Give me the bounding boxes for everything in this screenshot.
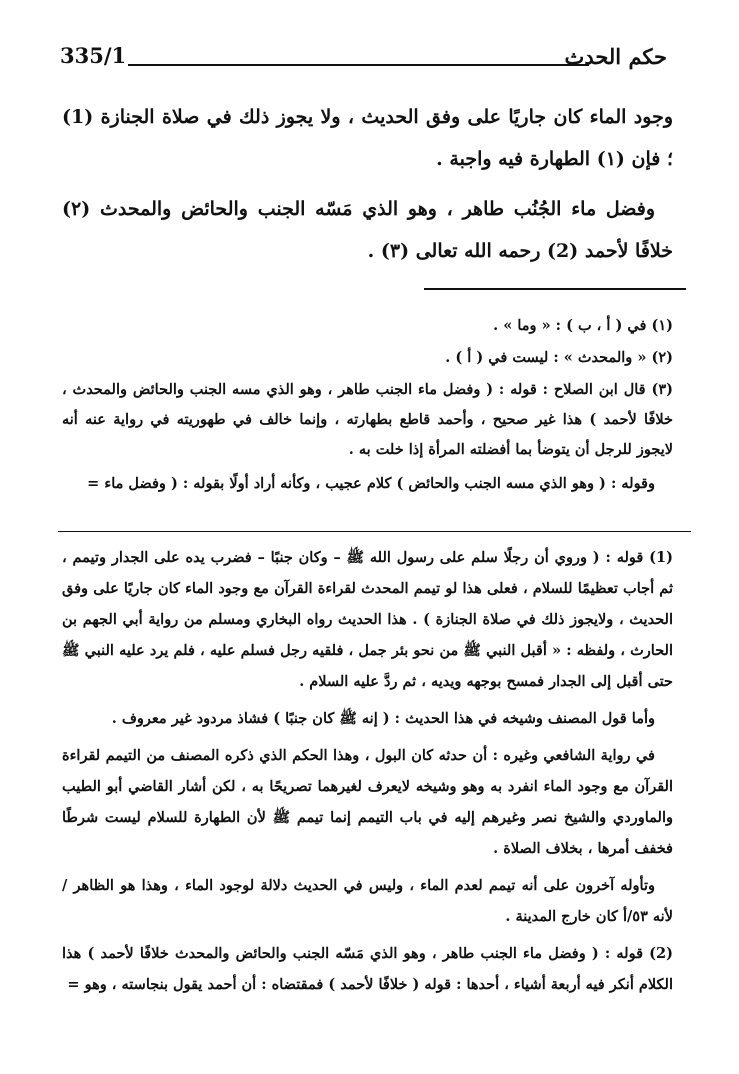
header-rule — [128, 64, 589, 66]
main-text — [62, 96, 673, 272]
running-header-title: حكم الحدث — [564, 44, 667, 69]
commentary-notes — [62, 542, 673, 1000]
variant-footnotes — [62, 311, 673, 499]
page-number: 335/1 — [60, 43, 127, 68]
main-paragraph-1: وجود الماء كان جاريًا على وفق الحديث ، ولا يجوز ذلك في صلاة الجنازة (1) ؛ فإن (١) الطهارة فيه واجبة . — [62, 106, 673, 170]
commentary-separator — [58, 531, 691, 532]
commentary-note-2: (2) قوله : ( وفضل ماء الجنب طاهر ، وهو الذي مَسّه الجنب والحائض والمحدث خلافًا لأحمد ) هذا الكلام أنكر فيه أربعة أشياء ، أحدها : قوله ( خلافًا لأحمد ) فمقتضاه : أن أحمد يقول بنجاسته ، وهو = — [62, 945, 673, 993]
footnote-1: (١) في ( أ ، ب ) : « وما » . — [493, 317, 673, 334]
commentary-note-1-b: وأما قول المصنف وشيخه في هذا الحديث : ( إنه ﷺ كان جنبًا ) فشاذ مردود غير معروف . — [111, 710, 655, 727]
footnote-separator — [424, 288, 686, 290]
main-paragraph-2: وفضل ماء الجُنُب طاهر ، وهو الذي مَسّه الجنب والحائض والمحدث (٢) خلافًا لأحمد (2) رحمه الله تعالى (٣) . — [62, 198, 673, 262]
footnote-2: (٢) « والمحدث » : ليست في ( أ ) . — [445, 349, 673, 366]
footnote-3-continued: وقوله : ( وهو الذي مسه الجنب والحائض ) كلام عجيب ، وكأنه أراد أولًا بقوله : ( وفضل ماء = — [87, 475, 655, 492]
commentary-note-1-d: وتأوله آخرون على أنه تيمم لعدم الماء ، وليس في الحديث دلالة لوجود الماء ، وهذا هو الظاهر / لأنه ٥٣/أ كان خارج المدينة . — [62, 877, 673, 925]
commentary-note-1-c: في رواية الشافعي وغيره : أن حدثه كان البول ، وهذا الحكم الذي ذكره المصنف من التيمم لقراءة القرآن مع وجود الماء انفرد به وهو وشيخه لايعرف لغيرهما تصريحًا به ، لكن أشار القاضي أبو الطيب والماوردي والشيخ نصر وغيرهم إليه في باب التيمم إنما تيمم ﷺ لأن الطهارة للسلام ليست شرطًا فخفف أمرها ، بخلاف الصلاة . — [62, 747, 673, 857]
footnote-3: (٣) قال ابن الصلاح : قوله : ( وفضل ماء الجنب طاهر ، وهو الذي مسه الجنب والحائض والمحدث ، خلافًا لأحمد ) هذا غير صحيح ، وأحمد قاطع بطهارته ، وإنما خالف في طهوريته في رواية عنه أنه لايجوز للرجل أن يتوضأ بما أفضلته المرأة إذا خلت به . — [62, 381, 673, 458]
commentary-note-1: (1) قوله : ( وروي أن رجلًا سلم على رسول الله ﷺ – وكان جنبًا – فضرب يده على الجدار وتيمم ، ثم أجاب تعظيمًا للسلام ، فعلى هذا لو تيمم المحدث لقراءة القرآن مع وجود الماء كان جاريًا على وفق الحديث ، ولايجوز ذلك في صلاة الجنازة ) . هذا الحديث رواه البخاري ومسلم من رواية أبي الجهم بن الحارث ، ولفظه : « أقبل النبي ﷺ من نحو بئر جمل ، فلقيه رجل فسلم عليه ، فلم يرد عليه النبي ﷺ حتى أقبل إلى الجدار فمسح بوجهه ويديه ، ثم ردَّ عليه السلام . — [62, 549, 673, 690]
